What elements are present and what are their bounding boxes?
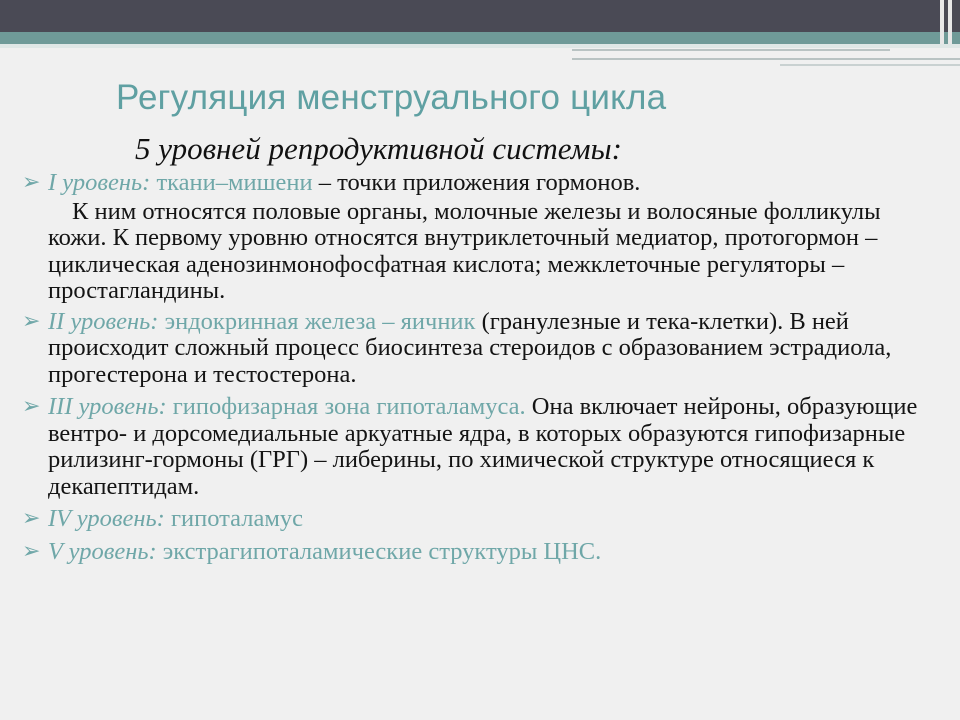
level-description: (гранулезные и тека-клетки). В ней происходит сложный процесс биосинтеза стероидов с образованием эстрадиола, прогестерона и тестостерона. <box>48 307 892 388</box>
level-topic: ткани–мишени <box>150 169 313 196</box>
arrow-bullet-icon: ➢ <box>22 308 41 334</box>
level-label: IV уровень: <box>48 505 165 532</box>
slide-subtitle: 5 уровней репродуктивной системы: <box>135 131 622 166</box>
header-accent-bar <box>940 0 944 44</box>
header-band-light <box>0 44 960 48</box>
list-item <box>22 539 922 566</box>
level-label: V уровень: <box>48 537 157 565</box>
slide-content <box>22 170 922 571</box>
level-label: III уровень: <box>48 393 167 420</box>
arrow-bullet-icon: ➢ <box>22 394 41 419</box>
level-description: – точки приложения гормонов. <box>312 169 641 196</box>
header-band-teal <box>0 32 960 44</box>
header-rule <box>572 58 960 60</box>
level-topic: гипоталамус <box>164 505 303 532</box>
slide-title: Регуляция менструального цикла <box>116 78 667 117</box>
list-item <box>22 506 922 533</box>
level-label: II уровень: <box>48 307 159 335</box>
list-item-continuation <box>22 199 922 305</box>
arrow-bullet-icon: ➢ <box>22 506 41 531</box>
list-item <box>22 170 922 197</box>
arrow-bullet-icon: ➢ <box>22 538 41 564</box>
level-description: Она включает нейроны, образующие вентро- и дорсомедиальные аркуатные ядра, в которых образуются гипофизарные рилизинг-гормоны (ГРГ) – либерины, по химической структуре относящиеся к декапептидам. <box>48 393 918 500</box>
level-topic: эндокринная железа – яичник <box>158 307 476 335</box>
level-label: I уровень: <box>48 169 151 196</box>
arrow-bullet-icon: ➢ <box>22 170 41 195</box>
level-topic: экстрагипоталамические структуры ЦНС. <box>156 537 602 565</box>
header-accent-bar <box>948 0 952 44</box>
header-rule <box>572 49 890 51</box>
level-topic: гипофизарная зона гипоталамуса. <box>166 393 526 420</box>
level-description: К ним относятся половые органы, молочные железы и волосяные фолликулы кожи. К первому уровню относятся внутриклеточный медиатор, протогормон – циклическая аденозинмонофосфатная кислота; межклеточные регуляторы – простагландины. <box>48 197 881 304</box>
list-item <box>22 309 922 389</box>
header-rule <box>780 64 960 66</box>
header-band-dark <box>0 0 960 32</box>
list-item <box>22 394 922 500</box>
